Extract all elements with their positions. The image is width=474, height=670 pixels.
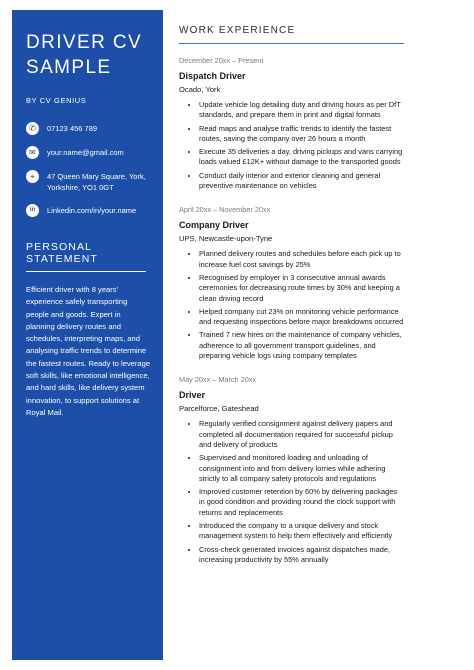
duty-item: • Helped company cut 23% on monitoring vehicle performance and requesting inspections before major breakdowns occurred (199, 307, 404, 328)
duty-list (179, 419, 404, 565)
duty-item: • Conduct daily interior and exterior cleaning and general preventive maintenance on vehicles (199, 171, 404, 192)
job-title: Dispatch Driver (179, 71, 246, 81)
duty-item: • Introduced the company to a unique delivery and stock management system to help them effectively and efficiently (199, 521, 404, 542)
contact-list (26, 123, 151, 217)
duty-item: • Execute 35 deliveries a day, driving pickups and vans carrying loads valued £12K+ without damage to the transported goods (199, 147, 404, 168)
job-date: May 20xx – March 20xx (179, 375, 257, 385)
contact-text: Linkedin.com/in/your.name (47, 206, 137, 215)
duty-item: • Update vehicle log detailing duty and driving hours as per DfT standards, and prepare them in print and digital formats (199, 100, 404, 121)
duty-item: • Supervised and monitored loading and unloading of consignment into and from delivery lorries while adhering strictly to all company safety protocols and regulations (199, 453, 404, 484)
job-entry (179, 375, 404, 565)
linkedin-icon: in (26, 204, 39, 217)
duty-item: • Cross-check generated invoices against dispatches made, increasing productivity by 55% annually (199, 545, 404, 566)
job-date: December 20xx – Present (179, 56, 264, 65)
duty-item: • Recognised by employer in 3 consecutive annual awards ceremonies for decreasing route times by 30% and keeping a clean driving record (199, 273, 404, 304)
duty-item: • Trained 7 new hires on the maintenance of company vehicles, adherence to all government transport guidelines, and preparing vehicle logs using company templates (199, 330, 404, 361)
contact-text: 07123 456 789 (47, 124, 98, 133)
main-content (179, 10, 404, 568)
work-experience-heading: WORK EXPERIENCE (179, 25, 404, 44)
duty-list (179, 249, 404, 361)
duty-item: • Regularly verified consignment against delivery papers and completed all documentation required for successful pickup and delivery of products (199, 419, 404, 450)
job-company: UPS, Newcastle-upon-Tyne (179, 234, 273, 244)
personal-statement-text: Efficient driver with 8 years’ experience safely transporting people and goods. Expert in planning delivery routes and schedules, interpreting maps, and analysing traffic trends to determine the fastest routes. Ready to leverage soft skills, like emotional intelligence, and hard skills, like delivery system innovation, to support solutions at Royal Mail. (26, 285, 151, 417)
contact-item (26, 171, 151, 193)
contact-text: 47 Queen Mary Square, York, Yorkshire, YO1 0GT (47, 172, 146, 192)
duty-list (179, 100, 404, 191)
job-entry (179, 205, 404, 361)
contact-item (26, 147, 151, 159)
byline: BY CV GENIUS (26, 96, 87, 105)
contact-text: your.name@gmail.com (47, 148, 124, 157)
job-date: April 20xx – November 20xx (179, 205, 271, 215)
cv-title: DRIVER CV SAMPLE (26, 32, 143, 78)
duty-item: • Read maps and analyse traffic trends to identify the fastest routes, saving the company over 26 hours a month (199, 124, 404, 145)
job-title: Driver (179, 390, 206, 401)
job-entry (179, 56, 404, 191)
duty-item: • Planned delivery routes and schedules before each pick up to increase fuel cost savings by 25% (199, 249, 404, 270)
contact-item (26, 205, 151, 217)
phone-icon: ✆ (26, 122, 39, 135)
job-list (179, 56, 404, 565)
email-icon: ✉ (26, 146, 39, 159)
contact-item (26, 123, 151, 135)
job-company: Ocado, York (179, 85, 221, 94)
job-company: Parcelforce, Gateshead (179, 404, 259, 414)
location-icon: ⌖ (26, 170, 39, 183)
job-title: Company Driver (179, 220, 249, 231)
personal-statement-heading: PERSONAL STATEMENT (26, 241, 146, 272)
duty-item: • Improved customer retention by 60% by delivering packages in good condition and providing round the clock support with returns and replacements (199, 487, 404, 518)
sidebar (12, 10, 163, 660)
